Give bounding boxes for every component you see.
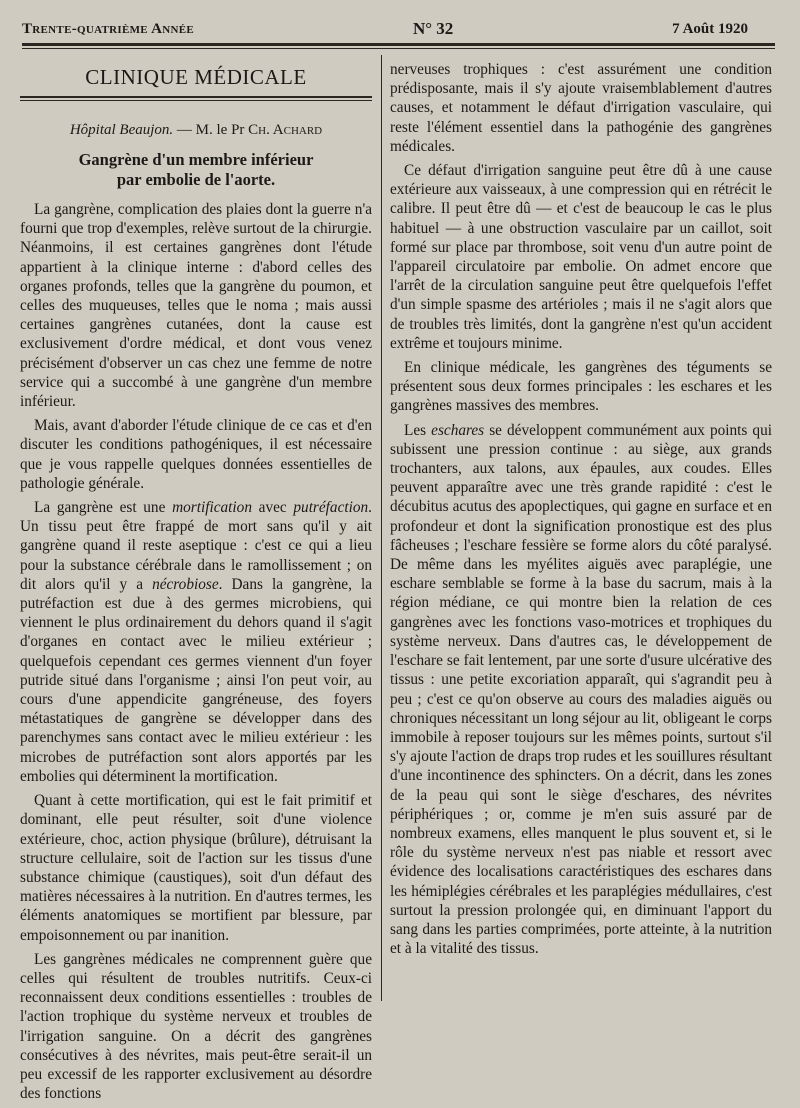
right-column — [390, 60, 772, 963]
text-run: se développent communément aux points qui subissent une pression continue : au siège, aux grands trochanters, aux talons, aux épaules, aux coudes. Elles peuvent apparaître avec une très grande rapidité : c'est le décubitus acutus des apoplectiques, qui gagne en surface et en profondeur et dont la signification pronostique est des plus fâcheuses ; l'eschare fessière se forme alors du côté paralysé. De même dans les myélites aiguës avec paraplégie, une eschare semblable se forme à la base du sacrum, mais à la région médiane, ce qui montre bien la relation de ces gangrènes avec les fonctions vaso-motrices et trophiques du système nerveux. Dans d'autres cas, le développement de l'eschare se fait lentement, par une sorte d'usure ulcérative des tissus : une petite excoriation apparaît, qui s'agrandit peu à peu ; c'est ce qu'on observe au cours des maladies aiguës ou chroniques nécessitant un long séjour au lit, obligeant le corps immobile à reposer toujours sur les mêmes points, surtout s'il s'y ajoute l'action de draps trop rudes et les souillures résultant d'une incontinence des sphincters. On a décrit, dans les zones de la peau qui sont le siège d'eschares, des névrites périphériques ; or, comme je m'en suis assuré par de nombreux examens, elles manquent le plus souvent et, si le rôle du système nerveux n'est pas niable et ressort avec évidence des localisations caractéristiques des eschares dans les hémiplégies cérébrales et les paraplégies médullaires, c'est surtout la pression prolongée qui, en diminuant l'apport du sang dans les parties comprimées, porte atteinte, à la nutrition et à la vitalité des tissus. — [390, 421, 772, 958]
paragraph — [20, 498, 372, 786]
text-run: . Dans la gangrène, la putréfaction est due à des germes microbiens, qui viennent le plus ordinairement du dehors quand il s'agit d'organes en contact avec le milieu extérieur ; quelquefois cependant ces germes viennent d'un foyer putride situé dans l'organisme ; ainsi l'on peut voir, au cours d'une appendicite gangréneuse, des foyers métastatiques de gangrène se développer dans des parenchymes sans contact avec le milieu extérieur : les microbes de putréfaction sont alors apportés par les embolies qui déterminent la mortification. — [20, 575, 372, 785]
paragraph — [390, 421, 772, 959]
emphasis-term: eschares — [431, 421, 485, 439]
header-rule — [22, 43, 775, 46]
issue-number: N° 32 — [412, 19, 454, 38]
text-run: avec — [251, 499, 294, 517]
article-title-line2: par embolie de l'aorte. — [116, 170, 276, 189]
running-head — [22, 18, 748, 40]
paragraph: Les gangrènes médicales ne comprennent guère que celles qui résultent de troubles nutritifs. Ceux-ci reconnaissent deux conditions essentielles : troubles de l'action trophique du système nerveux et troubles de l'irrigation sanguine. On a décrit des gangrènes consécutives à des névrites, mais peut-être serait-il un peu excessif de les rapporter exclusivement au désordre des fonctions — [20, 950, 372, 1103]
issue-date: 7 Août 1920 — [672, 20, 748, 37]
paragraph: La gangrène, complication des plaies dont la guerre n'a fourni que trop d'exemples, relève surtout de la chirurgie. Néanmoins, il est certaines gangrènes dont l'étude appartient à la clinique interne : d'abord celles des organes profonds, telles que la gangrène du poumon, et celles des muqueuses, telles que le noma ; mais aussi certaines gangrènes cutanées, dont la cause est exclusivement d'ordre médical, et dont vous venez précisément d'observer un cas chez une femme de notre service qui a succombé à une gangrène d'un membre inférieur. — [20, 201, 372, 411]
section-rule — [20, 96, 372, 98]
column-divider — [381, 55, 382, 1001]
header-rule-thin — [22, 48, 775, 49]
text-run: . Un tissu peut être frappé de mort sans qu'il y ait gangrène quand il reste aseptique : c'est ce qui a lieu pour la substance cérébrale dans le ramollissement ; on dit alors qu'il y a — [20, 499, 372, 593]
byline-author: Ch. Achard — [248, 122, 323, 138]
byline — [20, 121, 372, 140]
volume-label: Trente-quatrième Année — [22, 20, 195, 37]
byline-prefix: M. le Pr — [195, 122, 249, 138]
emphasis-term: putréfaction — [293, 499, 369, 517]
paragraph: nerveuses trophiques : c'est assurément une condition prédisposante, mais il s'y ajoute vraisemblablement d'autres causes, et notamment le défaut d'irrigation vasculaire, qui reste l'élément essentiel dans la pathogénie des gangrènes médicales. — [390, 61, 772, 155]
article-title-line1: Gangrène d'un membre inférieur — [78, 150, 314, 169]
left-column — [20, 60, 372, 1108]
byline-place: Hôpital Beaujon. — [69, 122, 174, 138]
paragraph: Ce défaut d'irrigation sanguine peut être dû à une cause extérieure aux vaisseaux, à une compression qui en rétrécit le calibre. Il peut être dû — et c'est de beaucoup le cas le plus habituel — à une obstruction vasculaire par un caillot, soit formé sur place par thrombose, soit venu d'un autre point de l'appareil circulatoire par embolie. On admet encore que l'arrêt de la circulation sanguine peut être quelquefois l'effet d'un simple spasme des artérioles ; mais il ne s'agit alors que de troubles très limités, dont la gangrène n'est qu'un accident extrême et toujours minime. — [390, 162, 772, 352]
emphasis-term: nécrobiose — [152, 575, 219, 593]
section-rule-thin — [20, 100, 372, 101]
emphasis-term: mortification — [172, 499, 252, 517]
article-title — [20, 150, 372, 190]
paragraph: Quant à cette mortification, qui est le fait primitif et dominant, elle peut résulter, soit d'une violence extérieure, choc, action physique (brûlure), détruisant la structure cellulaire, soit de l'action sur les tissus d'une substance chimique (caustiques), soit d'un défaut des matières nécessaires à la nutrition. En d'autres termes, les éléments anatomiques se mortifient par blessure, par empoisonnement ou par inanition. — [20, 792, 372, 944]
text-run: La gangrène est une — [34, 499, 173, 517]
text-run: Les — [404, 421, 432, 439]
byline-dash: — — [173, 122, 196, 138]
paragraph: En clinique médicale, les gangrènes des téguments se présentent sous deux formes principales : les eschares et les gangrènes massives des membres. — [390, 359, 772, 415]
paragraph: Mais, avant d'aborder l'étude clinique de ce cas et d'en discuter les conditions pathogéniques, il est nécessaire que je vous rappelle quelques données essentielles de pathologie générale. — [20, 417, 372, 492]
section-title: CLINIQUE MÉDICALE — [85, 65, 307, 89]
